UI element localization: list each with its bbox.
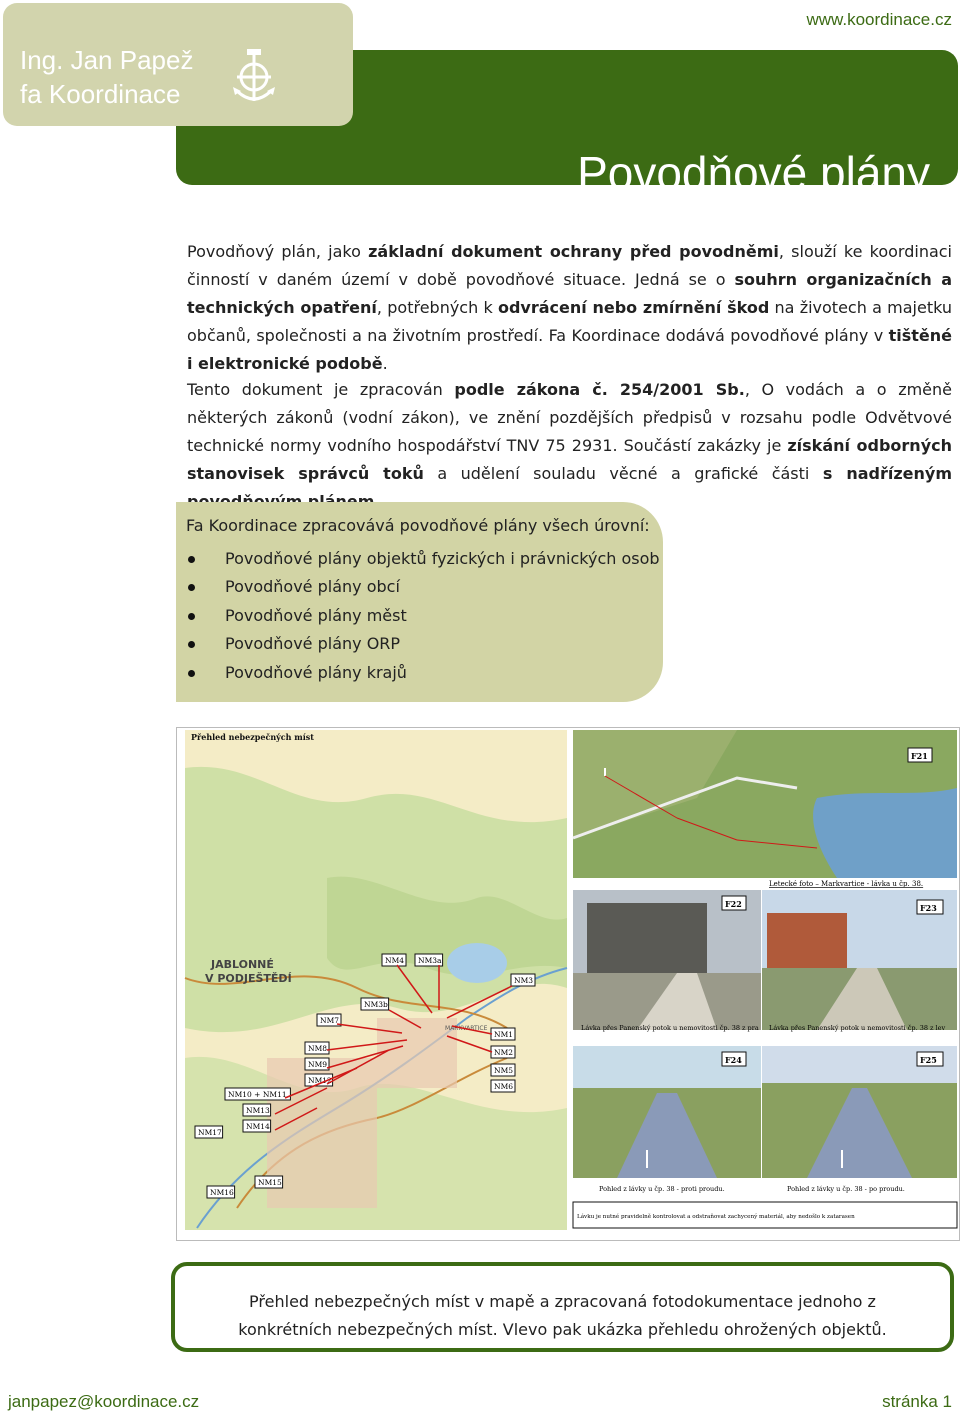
list-item: Povodňové plány obcí: [186, 573, 660, 601]
photo-f24: [573, 1046, 761, 1178]
map-photo-figure: [176, 727, 960, 1241]
svg-text:NM8: NM8: [308, 1044, 328, 1053]
bullet-icon: [188, 670, 195, 677]
paragraph-text: a udělení souladu věcné a grafické části: [423, 464, 823, 483]
svg-text:NM3b: NM3b: [364, 1000, 388, 1009]
figure-caption: Přehled nebezpečných míst v mapě a zpracovaná fotodokumentace jednoho z konkrétních nebezpečných míst. Vlevo pak ukázka přehledu ohrožených objektů.: [238, 1292, 887, 1339]
photo-f22: [573, 890, 761, 1030]
paragraph-text: Povodňový plán, jako: [187, 242, 369, 261]
emphasis-text: odvrácení nebo zmírnění škod: [497, 298, 770, 317]
photo-caption: Pohled z lávky u čp. 38 - po proudu.: [787, 1185, 905, 1193]
emphasis-text: s nadřízeným: [822, 464, 953, 483]
map-marker: [207, 1186, 235, 1198]
photo-label: F23: [920, 903, 937, 913]
svg-text:NM6: NM6: [494, 1082, 514, 1091]
logo-company: fa Koordinace: [20, 79, 181, 109]
map-marker: [491, 1028, 515, 1040]
list-item: Povodňové plány objektů fyzických i právnických osob: [186, 545, 660, 573]
figure-drawing: [177, 728, 959, 1240]
svg-text:NM3: NM3: [514, 976, 534, 985]
list-item: Povodňové plány měst: [186, 602, 660, 630]
photo-caption: Lávka přes Panenský potok u nemovitosti čp. 38 z pra: [581, 1024, 759, 1032]
map-marker: [491, 1046, 515, 1058]
emphasis-text: základní dokument ochrany před povodněmi: [368, 242, 779, 261]
map-marker: [491, 1064, 515, 1076]
svg-text:NM2: NM2: [494, 1048, 514, 1057]
emphasis-text: podle zákona č. 254/2001 Sb.: [454, 380, 745, 399]
map-marker: [305, 1042, 329, 1054]
map-marker: [305, 1058, 329, 1070]
place-label: MARKVARTICE: [445, 1025, 488, 1032]
paragraph-text: na životech a majetku občanů, společnosti a na životním prostředí. Fa Koordinace dodává povodňové plány v: [187, 298, 953, 345]
svg-text:NM1: NM1: [494, 1030, 514, 1039]
legal-paragraph: [187, 376, 952, 516]
list-item: Povodňové plány ORP: [186, 630, 660, 658]
bullet-icon: [188, 584, 195, 591]
levels-intro: Fa Koordinace zpracovává povodňové plány všech úrovní:: [186, 516, 650, 535]
svg-text:NM3a: NM3a: [418, 956, 442, 965]
paragraph-text: , slouží ke koordinaci činností v daném území v době povodňové situace. Jedná se o: [187, 242, 953, 289]
map-marker: [243, 1120, 271, 1132]
map-marker: [382, 954, 406, 966]
bullet-icon: [188, 613, 195, 620]
svg-text:NM4: NM4: [385, 956, 405, 965]
paragraph-text: .: [382, 354, 388, 373]
svg-text:NM14: NM14: [246, 1122, 270, 1131]
svg-text:NM5: NM5: [494, 1066, 514, 1075]
page-number: stránka 1: [882, 1392, 952, 1411]
paragraph-text: , potřebných k: [376, 298, 498, 317]
plan-levels-box: [176, 502, 663, 702]
photo-note: Lávku je nutné pravidelně kontrolovat a odstraňovat zachycený materiál, aby nedošlo k zatarasen: [577, 1214, 855, 1220]
bullet-icon: [188, 641, 195, 648]
svg-text:NM10 + NM11: NM10 + NM11: [228, 1090, 287, 1099]
town-label: JABLONNÉ: [211, 958, 274, 971]
svg-text:NM13: NM13: [246, 1106, 270, 1115]
page-title: Povodňové plány: [577, 147, 930, 199]
town-label: V PODJEŠTĚDÍ: [205, 972, 292, 985]
map-marker: [491, 1080, 515, 1092]
company-logo: [3, 3, 353, 126]
photo-caption: Lávka přes Panenský potok u nemovitosti čp. 38 z lev: [769, 1024, 946, 1032]
map-marker: [243, 1104, 271, 1116]
figure-caption-box: [171, 1262, 954, 1352]
map-marker: [361, 998, 389, 1010]
emphasis-text: souhrn organizačních a technických opatření: [187, 270, 952, 317]
map-title: Přehled nebezpečných míst: [191, 732, 314, 742]
svg-text:NM16: NM16: [210, 1188, 234, 1197]
photo-f23: [762, 890, 957, 1030]
photo-label: F24: [725, 1055, 742, 1065]
emphasis-text: tištěné i elektronické podobě: [187, 326, 952, 373]
map-marker: [511, 974, 535, 986]
svg-text:NM17: NM17: [198, 1128, 222, 1137]
svg-text:NM12: NM12: [308, 1076, 332, 1085]
bullet-icon: [188, 556, 195, 563]
list-item: Povodňové plány krajů: [186, 659, 660, 687]
anchor-wheel-icon: [231, 47, 277, 105]
svg-text:NM7: NM7: [320, 1016, 340, 1025]
levels-list: [186, 545, 660, 687]
paragraph-text: Tento dokument je zpracován: [187, 380, 455, 399]
photo-label: F21: [911, 751, 928, 761]
photo-caption: Pohled z lávky u čp. 38 - proti proudu.: [599, 1185, 725, 1193]
map-marker: [255, 1176, 283, 1188]
svg-text:NM9: NM9: [308, 1060, 328, 1069]
photo-label: F25: [920, 1055, 937, 1065]
intro-paragraph: [187, 238, 952, 378]
aerial-photo: [573, 730, 957, 878]
photo-f25: [762, 1046, 957, 1178]
logo-name: Ing. Jan Papež: [20, 45, 194, 75]
map-marker: [195, 1126, 223, 1138]
map-marker: [225, 1088, 290, 1100]
emphasis-text: získání odborných stanovisek správců toků: [187, 436, 952, 483]
map-marker: [415, 954, 443, 966]
contact-email[interactable]: janpapez@koordinace.cz: [8, 1392, 200, 1411]
paragraph-text: , O vodách a o změně některých zákonů (vodní zákon), ve znění pozdějších předpisů v rozsahu podle Odvětvové technické normy vodního hospodářství TNV 75 2931. Součástí zakázky je: [187, 380, 953, 455]
photo-label: F22: [725, 899, 742, 909]
website-link[interactable]: www.koordinace.cz: [806, 10, 952, 29]
svg-text:NM15: NM15: [258, 1178, 282, 1187]
aerial-caption: Letecké foto – Markvartice - lávka u čp. 38.: [769, 880, 924, 888]
